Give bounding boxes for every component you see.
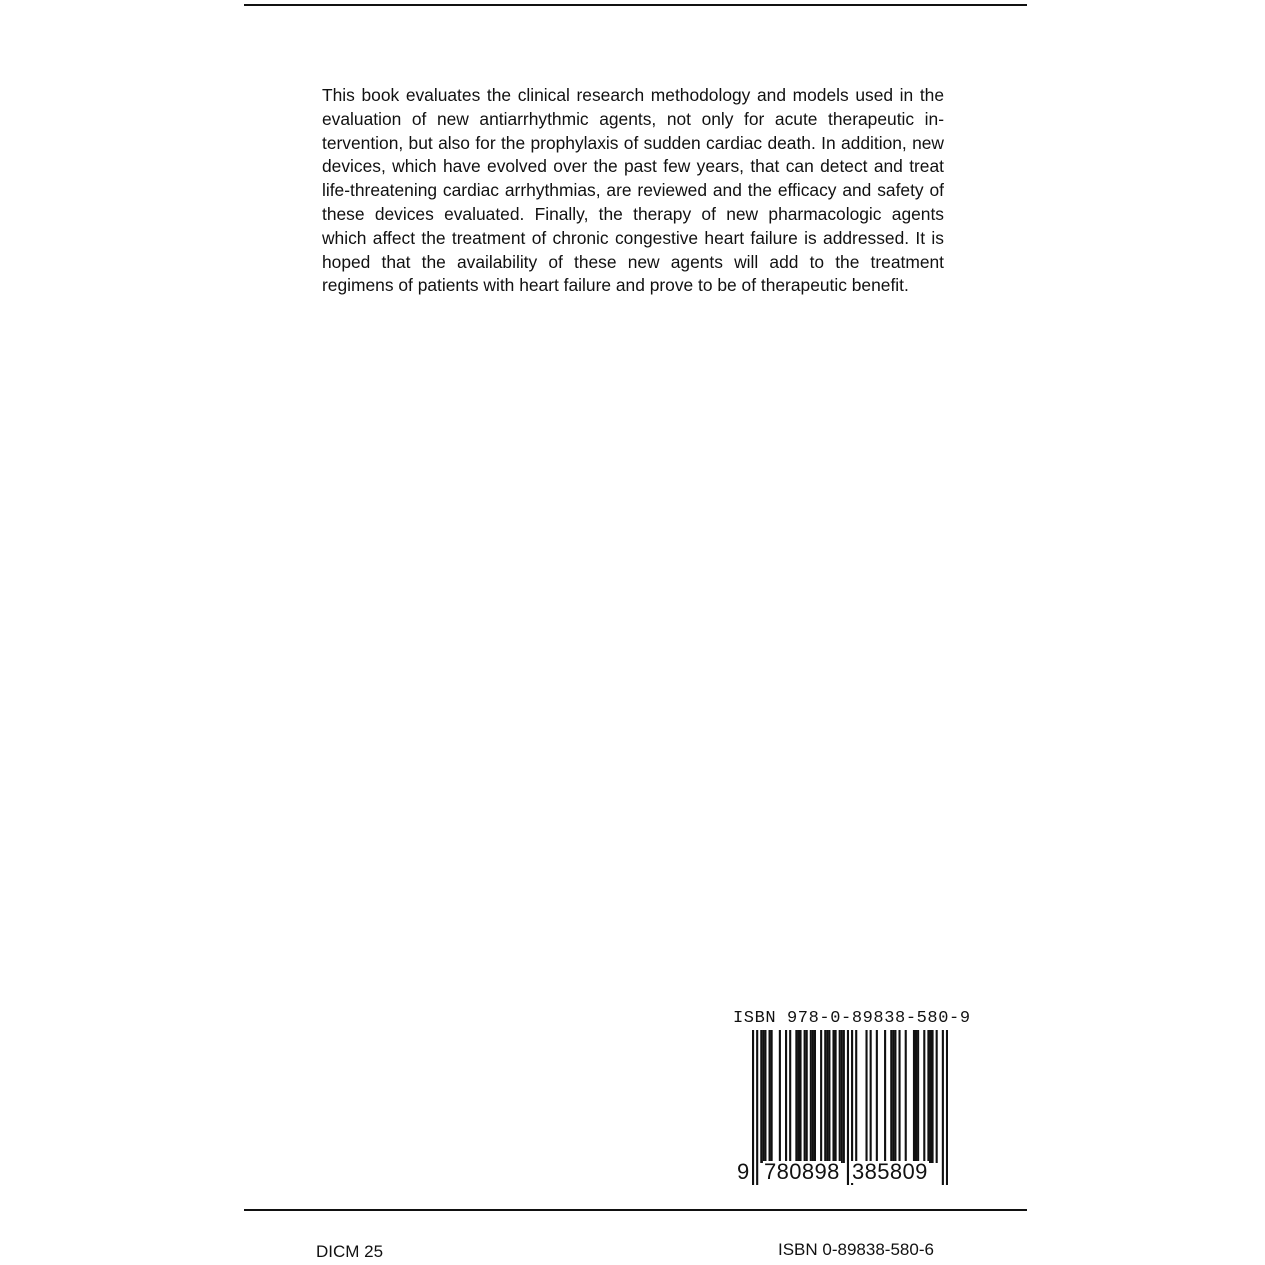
barcode-bar [847,1030,849,1185]
barcode-digits-right: 385809 [852,1159,928,1184]
barcode-digit-first: 9 [737,1159,750,1184]
barcode-bar [843,1030,845,1163]
barcode-bar [946,1030,948,1185]
barcode-bar [841,1030,843,1163]
barcode-bar [769,1030,771,1163]
barcode-bar [839,1030,841,1163]
series-number: DICM 25 [316,1242,384,1261]
barcode-digits-left: 780898 [764,1159,840,1184]
barcode-bar [915,1030,917,1163]
barcode-bar [913,1030,915,1163]
barcode-bar [923,1030,925,1163]
barcode-bar [894,1030,896,1163]
barcode-bar [804,1030,806,1163]
barcode-bar [797,1030,799,1163]
barcode-bar [785,1030,787,1163]
barcode-bar [760,1030,762,1163]
back-cover-blurb: This book evaluates the clinical research methodology and models used in the evaluation of new antiarrhythmic agents, not only for acute therapeutic intervention, but also for the prophylaxis of sudden cardiac death. In addition, new devices, which have evolved over the past few years, that can detect and treat life-threatening cardiac arrhythmias, are reviewed and the efficacy and safety of these devices evaluated. Finally, the therapy of new pharmacologic agents which affect the treatment of chronic congestive heart failure is addressed. It is hoped that the availability of these new agents will add to the treatment regimens of patients with heart failure and prove to be of therapeutic benefit. [322,85,944,296]
barcode-bar [771,1030,773,1163]
top-rule [244,4,1027,6]
barcode-bar [855,1030,857,1163]
barcode-bar [884,1030,886,1163]
barcode-bar [814,1030,816,1163]
barcode-bar [905,1030,907,1163]
barcode-bar [917,1030,919,1163]
barcode-bar [779,1030,781,1163]
barcode-bar [927,1030,929,1163]
barcode-bar [870,1030,872,1163]
barcode-bar [898,1030,900,1163]
barcode-bar [929,1030,931,1163]
barcode-bar [892,1030,894,1163]
barcode-bar [942,1030,944,1185]
barcode-bar [762,1030,764,1163]
barcode-bar [795,1030,797,1163]
barcode-bar [789,1030,791,1163]
barcode-isbn-label: ISBN 978-0-89838-580-9 [733,1009,971,1028]
barcode-bar [820,1030,822,1163]
barcode-bar [936,1030,938,1163]
barcode-bar [756,1030,758,1185]
bottom-rule [244,1209,1027,1211]
barcode-bar [799,1030,801,1163]
barcode-bar [752,1030,754,1185]
barcode-bar [931,1030,933,1163]
barcode-bar [865,1030,867,1163]
barcode-bar [832,1030,834,1163]
barcode-bar [824,1030,826,1163]
barcode-bar [764,1030,766,1163]
barcode-bar [890,1030,892,1163]
barcode-bar [835,1030,837,1163]
barcode-bar [810,1030,812,1163]
barcode-bar [876,1030,878,1163]
barcode-bar [826,1030,828,1163]
barcode-bar [812,1030,814,1163]
footer-isbn: ISBN 0-89838-580-6 [778,1240,934,1259]
barcode-bar [806,1030,808,1163]
barcode-bar [828,1030,830,1163]
